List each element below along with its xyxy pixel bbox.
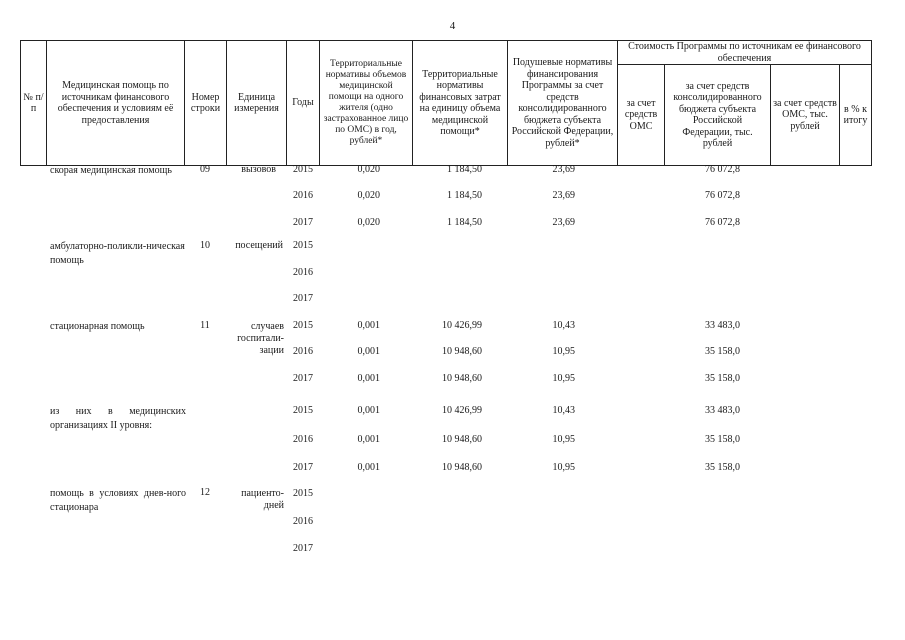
volume-cell: 0,001 bbox=[357, 373, 380, 384]
row-label: стационарная помощь bbox=[50, 321, 145, 332]
budget-cell: 35 158,0 bbox=[705, 462, 740, 473]
per-capita-cell: 10,95 bbox=[552, 346, 575, 357]
row-number: 11 bbox=[200, 320, 210, 331]
year-cell: 2016 bbox=[293, 267, 313, 278]
row-label: скорая медицинская помощь bbox=[50, 165, 172, 176]
volume-cell: 0,020 bbox=[357, 190, 380, 201]
header-cost-group: Стоимость Программы по источникам ее финансового обеспечения bbox=[628, 41, 861, 64]
row-number: 10 bbox=[200, 240, 210, 251]
volume-cell: 0,020 bbox=[357, 217, 380, 228]
header-per-capita: Подушевые нормативы финансирования Программы за счет средств консолидированного бюджета субъекта Российской Федерации, рублей* bbox=[511, 57, 614, 149]
volume-cell: 0,001 bbox=[357, 462, 380, 473]
cost-cell: 10 948,60 bbox=[442, 462, 482, 473]
volume-cell: 0,001 bbox=[357, 320, 380, 331]
header-row-no: Номер строки bbox=[190, 91, 221, 114]
header-care: Медицинская помощь по источникам финансового обеспечения и условиям её предоставления bbox=[57, 80, 174, 126]
row-label: амбулаторно-поликли-ническая помощь bbox=[50, 241, 185, 266]
header-oms: за счет средств ОМС bbox=[624, 97, 658, 132]
per-capita-cell: 10,43 bbox=[552, 405, 575, 416]
year-cell: 2016 bbox=[293, 346, 313, 357]
cost-cell: 1 184,50 bbox=[447, 217, 482, 228]
volume-cell: 0,001 bbox=[357, 405, 380, 416]
budget-cell: 76 072,8 bbox=[705, 164, 740, 175]
row-unit: посещений bbox=[235, 240, 283, 251]
year-cell: 2015 bbox=[293, 320, 313, 331]
cost-cell: 10 948,60 bbox=[442, 373, 482, 384]
cost-cell: 1 184,50 bbox=[447, 164, 482, 175]
header-oms-thousand: за счет средств ОМС, тыс. рублей bbox=[773, 97, 837, 132]
row-label: из них в медицинских организациях II уровня: bbox=[50, 406, 186, 431]
year-cell: 2016 bbox=[293, 516, 313, 527]
cost-cell: 10 426,99 bbox=[442, 405, 482, 416]
per-capita-cell: 23,69 bbox=[552, 217, 575, 228]
row-unit: вызовов bbox=[241, 164, 276, 175]
year-cell: 2017 bbox=[293, 543, 313, 554]
row-unit: пациенто-дней bbox=[241, 488, 284, 511]
cost-cell: 10 426,99 bbox=[442, 320, 482, 331]
row-unit: случаев госпитали-зации bbox=[237, 321, 284, 356]
header-unit: Единица измерения bbox=[234, 91, 279, 114]
year-cell: 2015 bbox=[293, 240, 313, 251]
cost-cell: 1 184,50 bbox=[447, 190, 482, 201]
volume-cell: 0,001 bbox=[357, 434, 380, 445]
budget-cell: 76 072,8 bbox=[705, 217, 740, 228]
per-capita-cell: 10,43 bbox=[552, 320, 575, 331]
budget-cell: 35 158,0 bbox=[705, 434, 740, 445]
per-capita-cell: 23,69 bbox=[552, 164, 575, 175]
row-label: помощь в условиях днев-ного стационара bbox=[50, 488, 186, 513]
year-cell: 2017 bbox=[293, 293, 313, 304]
cost-cell: 10 948,60 bbox=[442, 346, 482, 357]
volume-cell: 0,020 bbox=[357, 164, 380, 175]
budget-cell: 35 158,0 bbox=[705, 346, 740, 357]
header-num: № п/п bbox=[23, 91, 44, 114]
cost-cell: 10 948,60 bbox=[442, 434, 482, 445]
per-capita-cell: 10,95 bbox=[552, 434, 575, 445]
header-budget: за счет средств консолидированного бюджета субъекта Российской Федерации, тыс. рублей bbox=[673, 80, 762, 149]
header-years: Годы bbox=[292, 97, 314, 109]
budget-cell: 33 483,0 bbox=[705, 405, 740, 416]
per-capita-cell: 10,95 bbox=[552, 462, 575, 473]
table-header bbox=[20, 40, 872, 166]
budget-cell: 35 158,0 bbox=[705, 373, 740, 384]
year-cell: 2016 bbox=[293, 434, 313, 445]
year-cell: 2015 bbox=[293, 164, 313, 175]
per-capita-cell: 23,69 bbox=[552, 190, 575, 201]
budget-cell: 76 072,8 bbox=[705, 190, 740, 201]
budget-cell: 33 483,0 bbox=[705, 320, 740, 331]
header-percent: в % к итогу bbox=[843, 103, 868, 126]
page-number: 4 bbox=[449, 20, 456, 32]
volume-cell: 0,001 bbox=[357, 346, 380, 357]
row-number: 12 bbox=[200, 487, 210, 498]
per-capita-cell: 10,95 bbox=[552, 373, 575, 384]
year-cell: 2017 bbox=[293, 462, 313, 473]
year-cell: 2015 bbox=[293, 405, 313, 416]
year-cell: 2015 bbox=[293, 488, 313, 499]
year-cell: 2016 bbox=[293, 190, 313, 201]
year-cell: 2017 bbox=[293, 373, 313, 384]
header-norm-volume: Территориальные нормативы объемов медицинской помощи на одного жителя (одно застрахованное лицо по ОМС) в год, рублей* bbox=[323, 59, 409, 146]
header-norm-cost: Территориальные нормативы финансовых затрат на единицу объема медицинской помощи* bbox=[419, 68, 501, 137]
year-cell: 2017 bbox=[293, 217, 313, 228]
row-number: 09 bbox=[200, 164, 210, 175]
